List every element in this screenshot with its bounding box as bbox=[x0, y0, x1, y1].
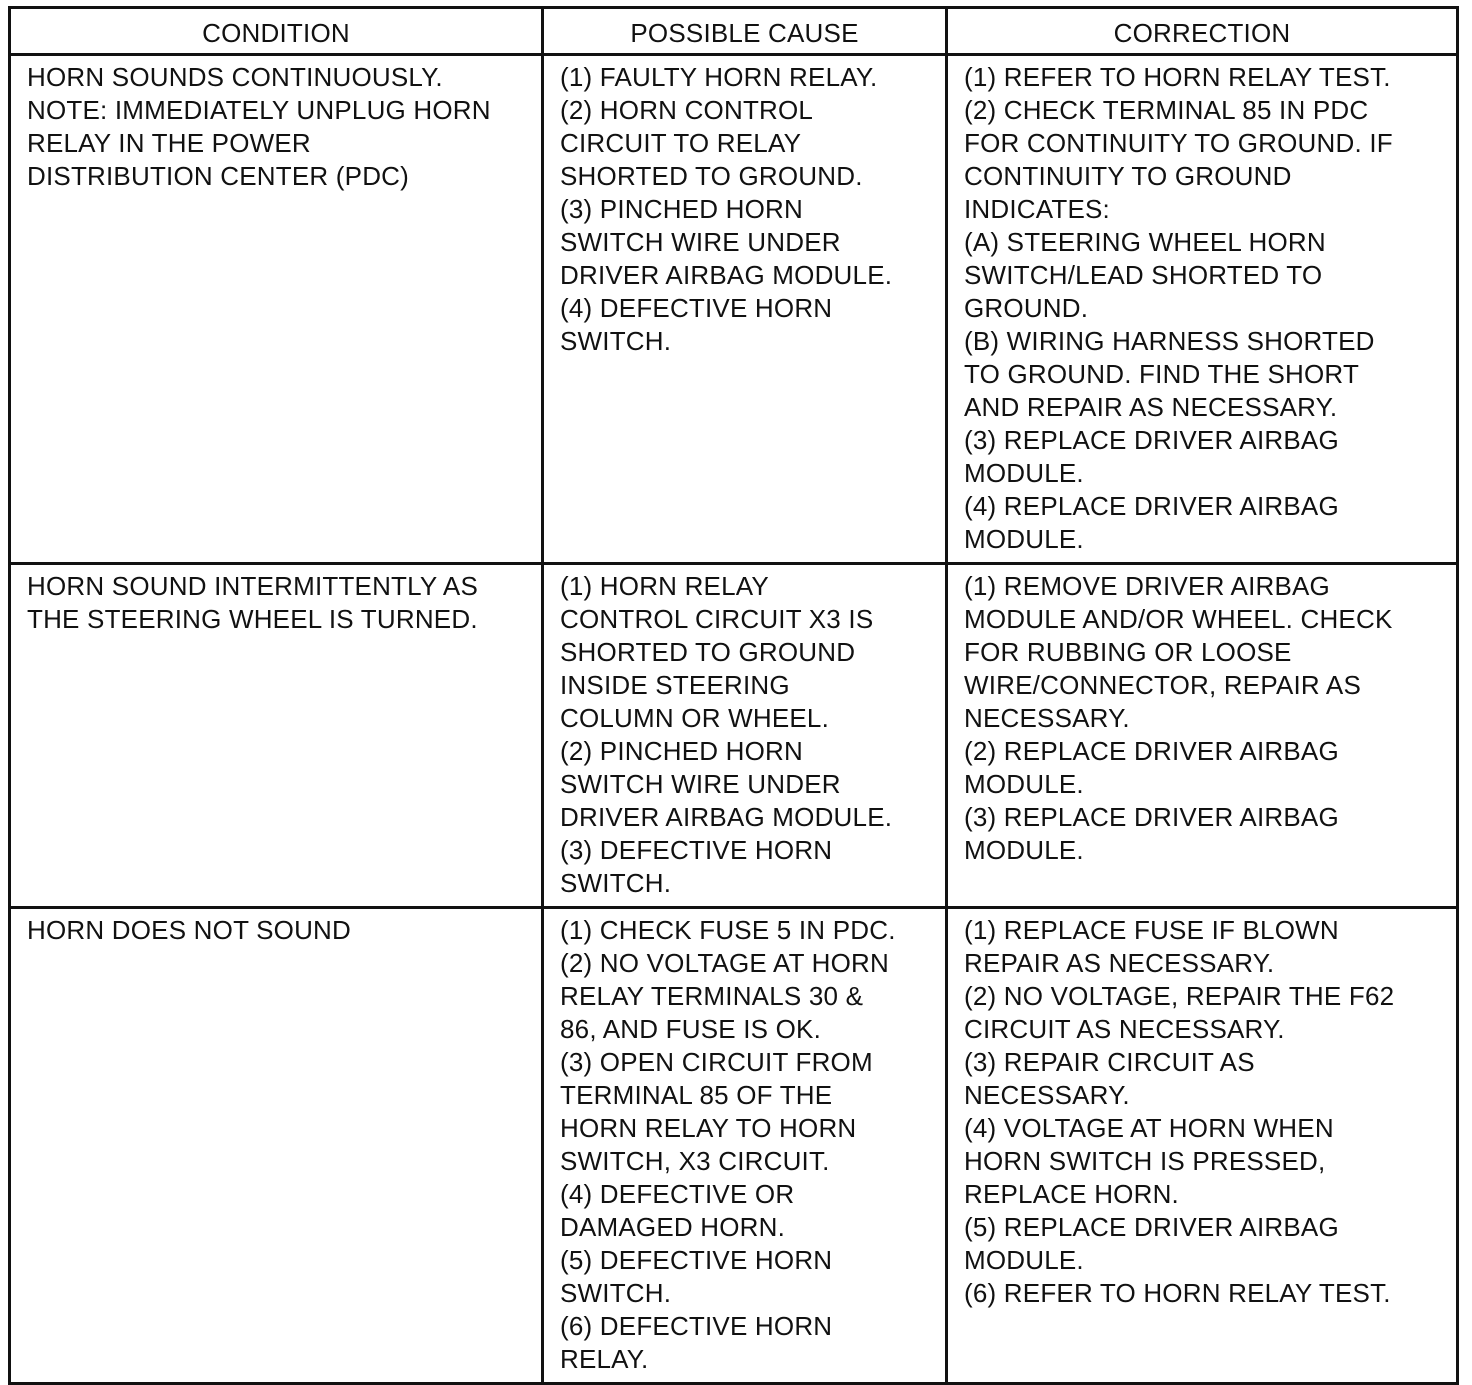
header-correction: CORRECTION bbox=[947, 8, 1458, 55]
correction-line: REPAIR AS NECESSARY. bbox=[964, 948, 1275, 978]
correction-line: FOR CONTINUITY TO GROUND. IF bbox=[964, 128, 1393, 158]
condition-cell bbox=[10, 55, 543, 564]
cause-line: SWITCH, X3 CIRCUIT. bbox=[560, 1146, 830, 1176]
cause-line: SHORTED TO GROUND bbox=[560, 637, 856, 667]
correction-line: GROUND. bbox=[964, 293, 1089, 323]
correction-line: (B) WIRING HARNESS SHORTED bbox=[964, 326, 1375, 356]
correction-line: (6) REFER TO HORN RELAY TEST. bbox=[964, 1278, 1391, 1308]
correction-line: NECESSARY. bbox=[964, 1080, 1130, 1110]
diagnosis-table bbox=[8, 6, 1459, 1385]
cause-line: SHORTED TO GROUND. bbox=[560, 161, 863, 191]
cause-line: (4) DEFECTIVE OR bbox=[560, 1179, 795, 1209]
table-row bbox=[10, 55, 1458, 564]
cause-line: CIRCUIT TO RELAY bbox=[560, 128, 802, 158]
correction-line: TO GROUND. FIND THE SHORT bbox=[964, 359, 1360, 389]
correction-line: (4) REPLACE DRIVER AIRBAG bbox=[964, 491, 1339, 521]
correction-line: (1) REFER TO HORN RELAY TEST. bbox=[964, 62, 1391, 92]
cause-line: RELAY. bbox=[560, 1344, 649, 1374]
cause-line: DRIVER AIRBAG MODULE. bbox=[560, 802, 893, 832]
correction-line: SWITCH/LEAD SHORTED TO bbox=[964, 260, 1323, 290]
correction-line: FOR RUBBING OR LOOSE bbox=[964, 637, 1292, 667]
correction-line: MODULE. bbox=[964, 458, 1084, 488]
cause-line: (3) DEFECTIVE HORN bbox=[560, 835, 833, 865]
correction-line: MODULE. bbox=[964, 835, 1084, 865]
correction-line: INDICATES: bbox=[964, 194, 1110, 224]
cause-line: (2) HORN CONTROL bbox=[560, 95, 814, 125]
correction-cell bbox=[947, 55, 1458, 564]
possible-cause-cell bbox=[543, 564, 947, 908]
correction-line: (2) NO VOLTAGE, REPAIR THE F62 bbox=[964, 981, 1395, 1011]
cause-line: 86, AND FUSE IS OK. bbox=[560, 1014, 821, 1044]
correction-cell bbox=[947, 564, 1458, 908]
cause-line: (2) NO VOLTAGE AT HORN bbox=[560, 948, 889, 978]
correction-line: MODULE. bbox=[964, 524, 1084, 554]
possible-cause-cell bbox=[543, 55, 947, 564]
correction-line: (4) VOLTAGE AT HORN WHEN bbox=[964, 1113, 1334, 1143]
correction-line: (1) REMOVE DRIVER AIRBAG bbox=[964, 571, 1330, 601]
cause-line: DRIVER AIRBAG MODULE. bbox=[560, 260, 893, 290]
cause-line: CONTROL CIRCUIT X3 IS bbox=[560, 604, 874, 634]
correction-line: MODULE. bbox=[964, 769, 1084, 799]
cause-line: (1) CHECK FUSE 5 IN PDC. bbox=[560, 915, 896, 945]
cause-line: (2) PINCHED HORN bbox=[560, 736, 803, 766]
table-row bbox=[10, 908, 1458, 1384]
correction-line: CONTINUITY TO GROUND bbox=[964, 161, 1292, 191]
cause-line: (4) DEFECTIVE HORN bbox=[560, 293, 833, 323]
correction-line: REPLACE HORN. bbox=[964, 1179, 1179, 1209]
correction-line: (A) STEERING WHEEL HORN bbox=[964, 227, 1326, 257]
correction-line: (3) REPLACE DRIVER AIRBAG bbox=[964, 802, 1339, 832]
correction-line: WIRE/CONNECTOR, REPAIR AS bbox=[964, 670, 1361, 700]
cause-line: RELAY TERMINALS 30 & bbox=[560, 981, 864, 1011]
condition-line: RELAY IN THE POWER bbox=[27, 128, 311, 158]
condition-line: DISTRIBUTION CENTER (PDC) bbox=[27, 161, 409, 191]
correction-line: (2) REPLACE DRIVER AIRBAG bbox=[964, 736, 1339, 766]
correction-line: (1) REPLACE FUSE IF BLOWN bbox=[964, 915, 1339, 945]
correction-line: AND REPAIR AS NECESSARY. bbox=[964, 392, 1338, 422]
correction-line: (5) REPLACE DRIVER AIRBAG bbox=[964, 1212, 1339, 1242]
cause-line: INSIDE STEERING bbox=[560, 670, 790, 700]
correction-line: (3) REPAIR CIRCUIT AS bbox=[964, 1047, 1255, 1077]
correction-line: CIRCUIT AS NECESSARY. bbox=[964, 1014, 1285, 1044]
cause-line: SWITCH. bbox=[560, 868, 672, 898]
cause-line: SWITCH. bbox=[560, 326, 672, 356]
cause-line: SWITCH WIRE UNDER bbox=[560, 769, 841, 799]
cause-line: (1) FAULTY HORN RELAY. bbox=[560, 62, 878, 92]
condition-line: HORN SOUNDS CONTINUOUSLY. bbox=[27, 62, 443, 92]
condition-line: NOTE: IMMEDIATELY UNPLUG HORN bbox=[27, 95, 491, 125]
cause-line: SWITCH WIRE UNDER bbox=[560, 227, 841, 257]
correction-line: HORN SWITCH IS PRESSED, bbox=[964, 1146, 1326, 1176]
cause-line: DAMAGED HORN. bbox=[560, 1212, 786, 1242]
possible-cause-cell bbox=[543, 908, 947, 1384]
correction-line: MODULE. bbox=[964, 1245, 1084, 1275]
cause-line: COLUMN OR WHEEL. bbox=[560, 703, 830, 733]
header-row bbox=[10, 8, 1458, 55]
cause-line: (3) OPEN CIRCUIT FROM bbox=[560, 1047, 873, 1077]
condition-line: HORN DOES NOT SOUND bbox=[27, 915, 352, 945]
cause-line: (5) DEFECTIVE HORN bbox=[560, 1245, 833, 1275]
cause-line: (3) PINCHED HORN bbox=[560, 194, 803, 224]
condition-cell bbox=[10, 908, 543, 1384]
cause-line: (1) HORN RELAY bbox=[560, 571, 769, 601]
table-row bbox=[10, 564, 1458, 908]
correction-line: (2) CHECK TERMINAL 85 IN PDC bbox=[964, 95, 1369, 125]
condition-line: HORN SOUND INTERMITTENTLY AS bbox=[27, 571, 479, 601]
header-possible-cause: POSSIBLE CAUSE bbox=[543, 8, 947, 55]
correction-cell bbox=[947, 908, 1458, 1384]
cause-line: SWITCH. bbox=[560, 1278, 672, 1308]
cause-line: HORN RELAY TO HORN bbox=[560, 1113, 857, 1143]
correction-line: NECESSARY. bbox=[964, 703, 1130, 733]
condition-cell bbox=[10, 564, 543, 908]
correction-line: MODULE AND/OR WHEEL. CHECK bbox=[964, 604, 1393, 634]
header-condition: CONDITION bbox=[10, 8, 543, 55]
cause-line: TERMINAL 85 OF THE bbox=[560, 1080, 833, 1110]
cause-line: (6) DEFECTIVE HORN bbox=[560, 1311, 833, 1341]
correction-line: (3) REPLACE DRIVER AIRBAG bbox=[964, 425, 1339, 455]
condition-line: THE STEERING WHEEL IS TURNED. bbox=[27, 604, 478, 634]
